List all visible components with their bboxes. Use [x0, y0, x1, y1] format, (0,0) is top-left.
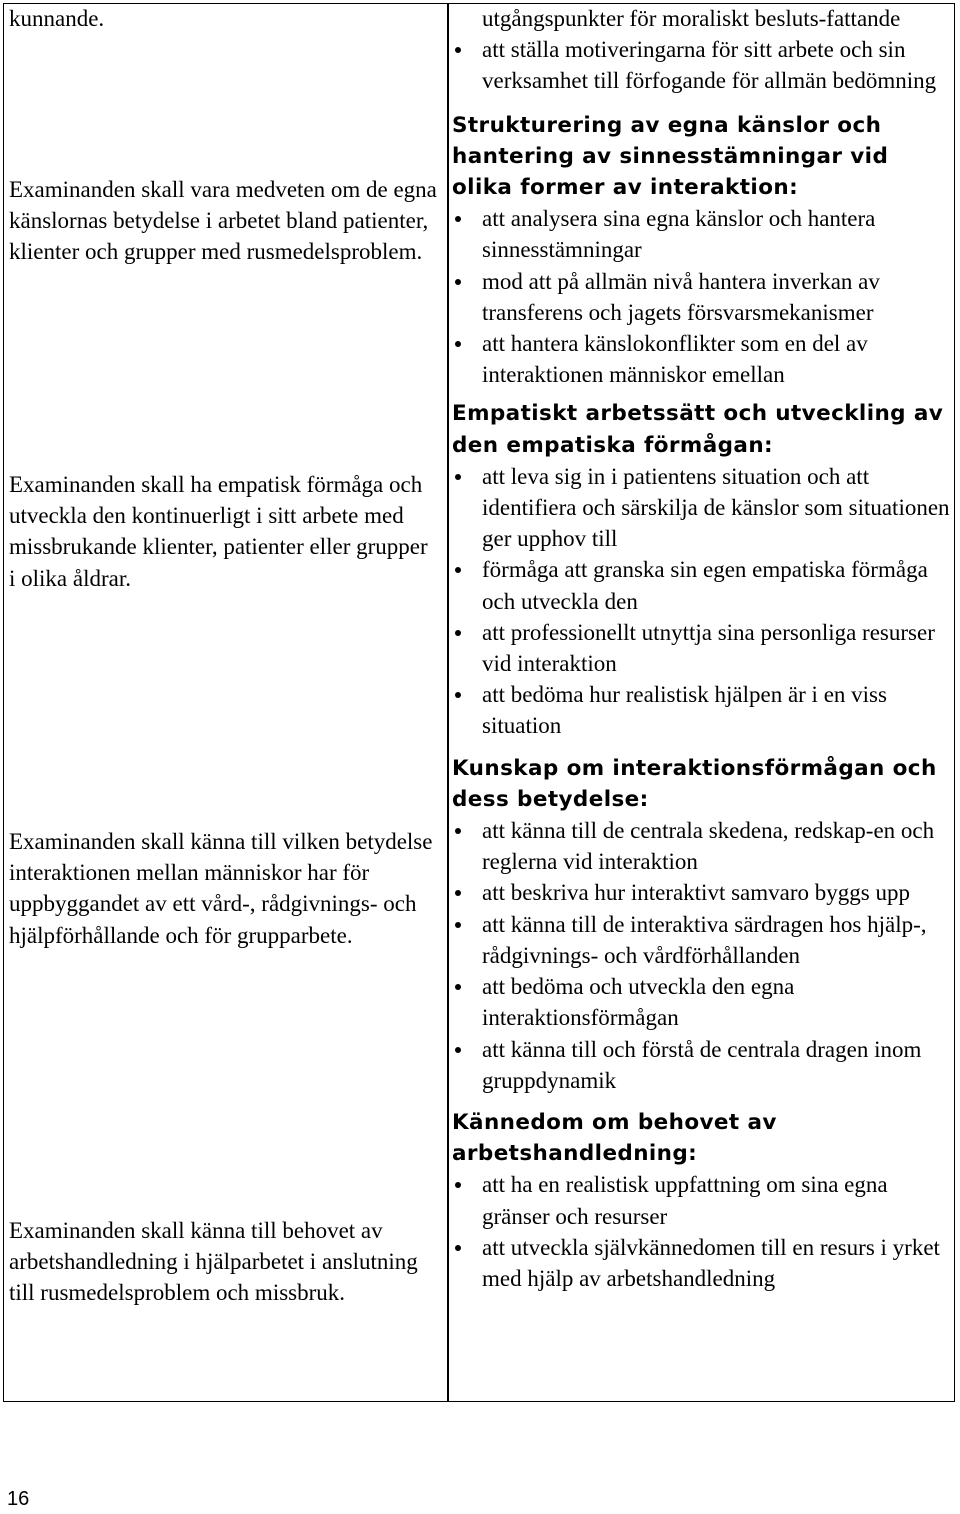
section-interaction-skills: [452, 753, 952, 1096]
section-list: [452, 1169, 952, 1294]
list-item: att analysera sina egna känslor och hantera sinnesstämningar: [452, 203, 952, 265]
section-list: [452, 203, 952, 390]
list-item: att ställa motiveringarna för sitt arbete och sin verksamhet till förfogande för allmän bedömning: [452, 34, 952, 96]
page-number: 16: [7, 1488, 30, 1510]
list-item: att utveckla självkännedomen till en resurs i yrket med hjälp av arbetshandledning: [452, 1232, 952, 1294]
list-item: att hantera känslokonflikter som en del av interaktionen människor emellan: [452, 328, 952, 390]
left-paragraph-continuation: kunnande.: [9, 6, 105, 31]
section-feelings: [452, 110, 952, 391]
list-item: förmåga att granska sin egen empatiska förmåga och utveckla den: [452, 554, 952, 616]
left-paragraph-supervision: Examinanden skall känna till behovet av arbetshandledning i hjälparbetet i anslutning till rusmedelsproblem och missbruk.: [9, 1218, 418, 1306]
section-supervision: [452, 1107, 952, 1294]
list-item: att känna till de interaktiva särdragen hos hjälp-, rådgivnings- och vårdförhållanden: [452, 909, 952, 971]
list-item: mod att på allmän nivå hantera inverkan av transferens och jagets försvarsmekanismer: [452, 266, 952, 328]
list-item: att känna till de centrala skedena, redskap-en och reglerna vid interaktion: [452, 815, 952, 877]
list-item: att bedöma och utveckla den egna interaktionsförmågan: [452, 971, 952, 1033]
list-item: att leva sig in i patientens situation och att identifiera och särskilja de känslor som situationen ger upphov till: [452, 461, 952, 555]
section-heading: Kännedom om behovet av arbetshandledning:: [452, 1109, 777, 1167]
column-divider: [447, 4, 449, 1401]
list-item: att beskriva hur interaktivt samvaro byggs upp: [452, 877, 952, 908]
right-column: [452, 3, 952, 1294]
section-heading: Empatiskt arbetssätt och utveckling av den empatiska förmågan:: [452, 401, 944, 458]
continuation-text: utgångspunkter för moraliskt besluts-fattande: [482, 6, 901, 31]
left-paragraph-emotions: Examinanden skall vara medveten om de egna känslornas betydelse i arbetet bland patienter, klienter och grupper med rusmedelsproblem.: [9, 177, 437, 265]
list-item: att bedöma hur realistisk hjälpen är i en viss situation: [452, 679, 952, 741]
section-empathy: [452, 398, 952, 741]
section-heading: Kunskap om interaktionsförmågan och dess betydelse:: [452, 755, 937, 812]
left-paragraph-empathy: Examinanden skall ha empatisk förmåga och utveckla den kontinuerligt i sitt arbete med missbrukande klienter, patienter eller grupper i olika åldrar.: [9, 472, 428, 591]
list-item: att professionellt utnyttja sina personliga resurser vid interaktion: [452, 617, 952, 679]
list-item: att ha en realistisk uppfattning om sina egna gränser och resurser: [452, 1169, 952, 1231]
section-list: [452, 815, 952, 1096]
list-item: att känna till och förstå de centrala dragen inom gruppdynamik: [452, 1034, 952, 1096]
section-list: [452, 461, 952, 742]
section-heading: Strukturering av egna känslor och hantering av sinnesstämningar vid olika former av interaktion:: [452, 112, 889, 201]
left-paragraph-interaction: Examinanden skall känna till vilken betydelse interaktionen mellan människor har för uppbyggandet av ett vård-, rådgivnings- och hjälpförhållande och för grupparbete.: [9, 829, 433, 948]
intro-list: [452, 34, 952, 96]
